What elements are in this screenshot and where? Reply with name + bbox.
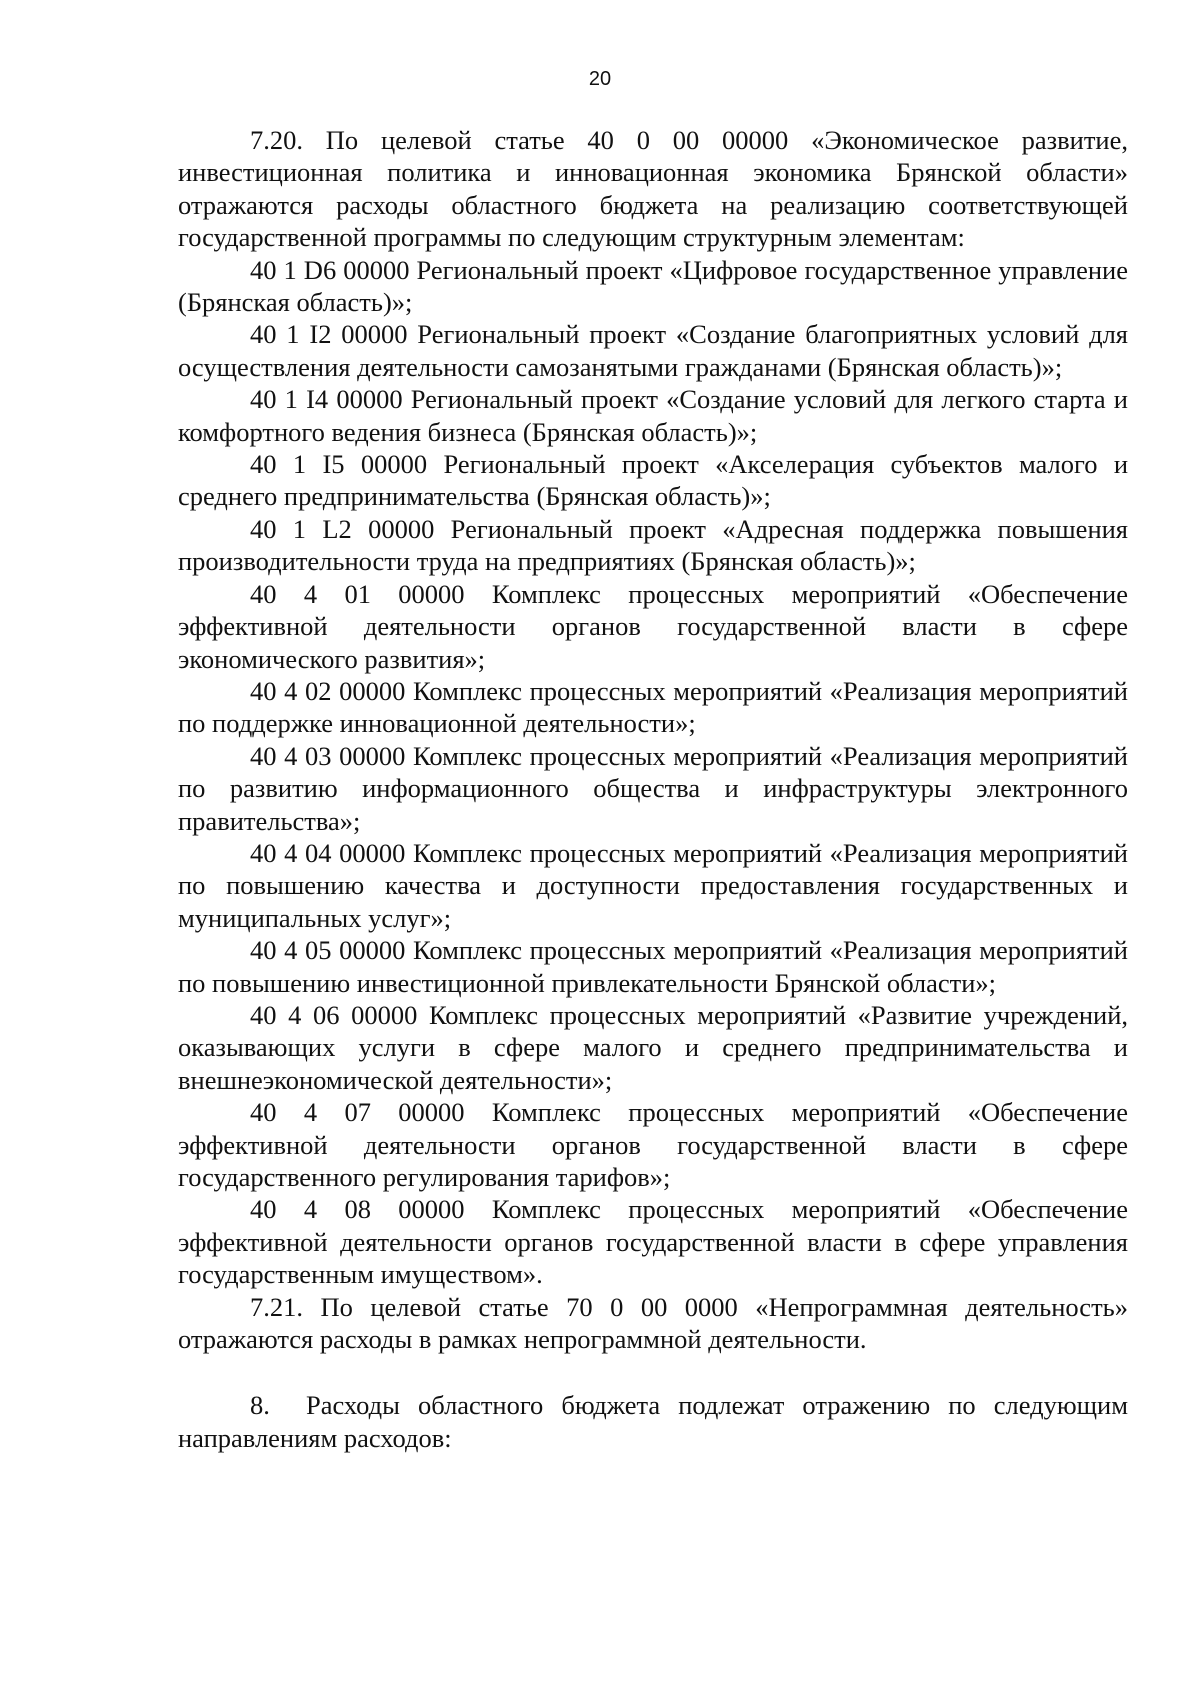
paragraph-40-1-d6: 40 1 D6 00000 Региональный проект «Цифровое государственное управление (Брянская область)»; (178, 254, 1128, 318)
paragraph-40-4-07: 40 4 07 00000 Комплекс процессных мероприятий «Обеспечение эффективной деятельности органов государственной власти в сфере государственного регулирования тарифов»; (178, 1097, 1128, 1192)
paragraph-40-4-06: 40 4 06 00000 Комплекс процессных мероприятий «Развитие учреждений, оказывающих услуги в сфере малого и среднего предпринимательства и внешнеэкономической деятельности»; (178, 999, 1128, 1095)
paragraph-40-1-i4: 40 1 I4 00000 Региональный проект «Создание условий для легкого старта и комфортного ведения бизнеса (Брянская область)»; (178, 384, 1128, 447)
paragraph-40-4-08: 40 4 08 00000 Комплекс процессных мероприятий «Обеспечение эффективной деятельности органов государственной власти в сфере управления государственным имуществом». (178, 1194, 1128, 1290)
section-8-text: Расходы областного бюджета подлежат отражению по следующим направлениям расходов: (178, 1390, 1128, 1453)
section-8-paragraph (178, 1389, 1128, 1454)
page-number: 20 (588, 68, 612, 90)
paragraph-7-21: 7.21. По целевой статье 70 0 00 0000 «Непрограммная деятельность» отражаются расходы в рамках непрограммной деятельности. (178, 1291, 1128, 1355)
paragraph-40-4-05: 40 4 05 00000 Комплекс процессных мероприятий «Реализация мероприятий по повышению инвестиционной привлекательности Брянской области»; (178, 935, 1128, 998)
paragraph-40-4-04: 40 4 04 00000 Комплекс процессных мероприятий «Реализация мероприятий по повышению качества и доступности предоставления государственных и муниципальных услуг»; (178, 837, 1128, 933)
paragraph-40-4-01: 40 4 01 00000 Комплекс процессных мероприятий «Обеспечение эффективной деятельности органов государственной власти в сфере экономического развития»; (178, 578, 1128, 674)
paragraph-40-4-03: 40 4 03 00000 Комплекс процессных мероприятий «Реализация мероприятий по развитию информационного общества и инфраструктуры электронного правительства»; (178, 740, 1128, 836)
section-8-number: 8. (250, 1390, 270, 1421)
paragraph-40-1-i5: 40 1 I5 00000 Региональный проект «Акселерация субъектов малого и среднего предпринимательства (Брянская область)»; (178, 449, 1128, 512)
paragraph-40-1-i2: 40 1 I2 00000 Региональный проект «Создание благоприятных условий для осуществления деятельности самозанятыми гражданами (Брянская область)»; (178, 319, 1128, 382)
paragraph-40-1-l2: 40 1 L2 00000 Региональный проект «Адресная поддержка повышения производительности труда на предприятиях (Брянская область)»; (178, 513, 1128, 577)
document-body (178, 124, 1128, 1454)
paragraph-7-20: 7.20. По целевой статье 40 0 00 00000 «Экономическое развитие, инвестиционная политика и инновационная экономика Брянской области» отражаются расходы областного бюджета на реализацию соответствующей государственной программы по следующим структурным элементам: (178, 125, 1128, 253)
paragraph-40-4-02: 40 4 02 00000 Комплекс процессных мероприятий «Реализация мероприятий по поддержке инновационной деятельности»; (178, 675, 1128, 739)
